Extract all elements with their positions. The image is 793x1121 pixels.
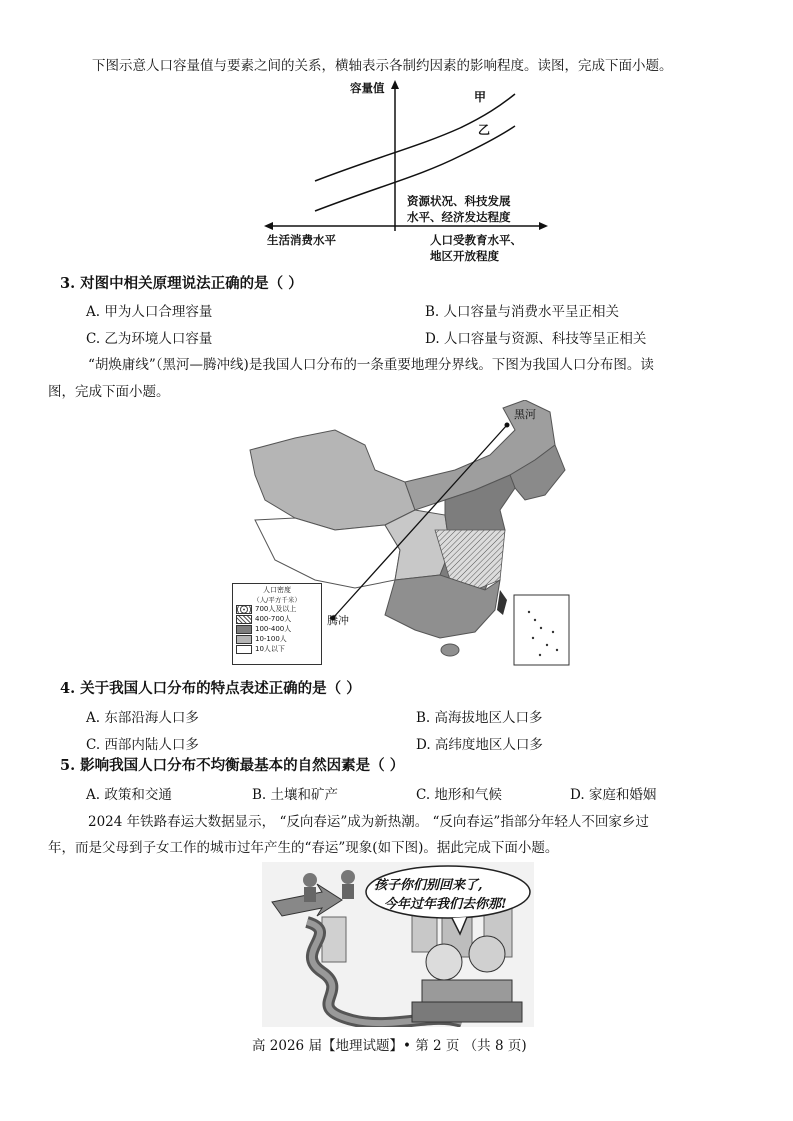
intro-text-1: 下图示意人口容量值与要素之间的关系，横轴表示各制约因素的影响程度。读图，完成下面小题。 xyxy=(92,58,673,74)
q4-option-b[interactable]: B. 高海拔地区人口多 xyxy=(416,710,543,726)
q5-option-c[interactable]: C. 地形和气候 xyxy=(416,787,502,803)
question-3-stem: 3. 对图中相关原理说法正确的是（ ） xyxy=(60,275,303,292)
x-axis-left-arrow xyxy=(264,222,273,230)
tibet-region xyxy=(255,518,400,588)
curve-jia-label: 甲 xyxy=(474,90,487,104)
traveler-1-head xyxy=(303,873,317,887)
q3-option-b[interactable]: B. 人口容量与消费水平呈正相关 xyxy=(425,304,620,320)
curve-yi-label: 乙 xyxy=(478,123,491,137)
speech-bubble-line-1: 孩子你们别回来了, xyxy=(374,878,483,893)
page-footer: 高 2026 届【地理试题】• 第 2 页 （共 8 页) xyxy=(252,1038,527,1054)
luggage xyxy=(412,1002,522,1022)
traveler-2-body xyxy=(342,884,354,899)
legend-item-2: 400-700人 xyxy=(236,614,321,624)
q4-option-d[interactable]: D. 高纬度地区人口多 xyxy=(416,737,543,753)
legend-title-2: （人/平方千米） xyxy=(253,596,301,604)
right-axis-label-2: 地区开放程度 xyxy=(430,249,499,263)
south-sea-inset xyxy=(514,595,569,665)
intro-text-2-line-2: 图，完成下面小题。 xyxy=(48,384,170,400)
map-legend xyxy=(232,583,322,665)
heihe-label: 黑河 xyxy=(514,408,536,421)
q5-option-b[interactable]: B. 土壤和矿产 xyxy=(252,787,339,803)
building-4 xyxy=(322,917,346,962)
y-axis-arrow xyxy=(391,80,399,89)
question-4-stem: 4. 关于我国人口分布的特点表述正确的是（ ） xyxy=(60,680,361,697)
hainan-island xyxy=(441,644,459,656)
q5-option-d[interactable]: D. 家庭和婚姻 xyxy=(570,787,657,803)
legend-title-1: 人口密度 xyxy=(263,586,291,594)
q3-option-a[interactable]: A. 甲为人口合理容量 xyxy=(86,304,213,320)
intro-text-3-line-2: 年，而是父母到子女工作的城市过年产生的“春运”现象(如下图)。据此完成下面小题。 xyxy=(48,840,559,856)
q3-option-c[interactable]: C. 乙为环境人口容量 xyxy=(86,331,213,347)
intro-text-3-line-1: 2024 年铁路春运大数据显示， “反向春运”成为新热潮。 “反向春运”指部分年轻人不回家乡过 xyxy=(88,814,649,830)
xinjiang-region xyxy=(250,430,415,530)
intro-text-2-line-1: “胡焕庸线”（黑河—腾冲线)是我国人口分布的一条重要地理分界线。下图为我国人口分布图。读 xyxy=(88,357,654,373)
y-axis-label: 容量值 xyxy=(350,81,385,95)
legend-item-1: 700人及以上 xyxy=(236,604,321,614)
right-axis-label-1: 人口受教育水平、 xyxy=(430,233,522,247)
legend-item-3: 100-400人 xyxy=(236,624,321,634)
traveler-2-head xyxy=(341,870,355,884)
legend-item-5: 10人以下 xyxy=(236,644,321,654)
q3-option-d[interactable]: D. 人口容量与资源、科技等呈正相关 xyxy=(425,331,647,347)
q4-option-c[interactable]: C. 西部内陆人口多 xyxy=(86,737,199,753)
mother-head xyxy=(426,944,462,980)
right-quadrant-label-1: 资源状况、科技发展 xyxy=(407,194,511,208)
question-5-stem: 5. 影响我国人口分布不均衡最基本的自然因素是（ ） xyxy=(60,757,405,774)
right-quadrant-label-2: 水平、经济发达程度 xyxy=(407,210,511,224)
taiwan-island xyxy=(497,590,507,615)
traveler-1-body xyxy=(304,887,316,902)
speech-bubble-line-2: 今年过年我们去你那! xyxy=(384,897,507,912)
left-axis-label: 生活消费水平 xyxy=(267,233,336,247)
x-axis-right-arrow xyxy=(539,222,548,230)
father-head xyxy=(469,936,505,972)
q4-option-a[interactable]: A. 东部沿海人口多 xyxy=(86,710,199,726)
heihe-point xyxy=(505,423,510,428)
q5-option-a[interactable]: A. 政策和交通 xyxy=(86,787,172,803)
legend-item-4: 10-100人 xyxy=(236,634,321,644)
tengchong-label: 腾冲 xyxy=(327,614,349,627)
